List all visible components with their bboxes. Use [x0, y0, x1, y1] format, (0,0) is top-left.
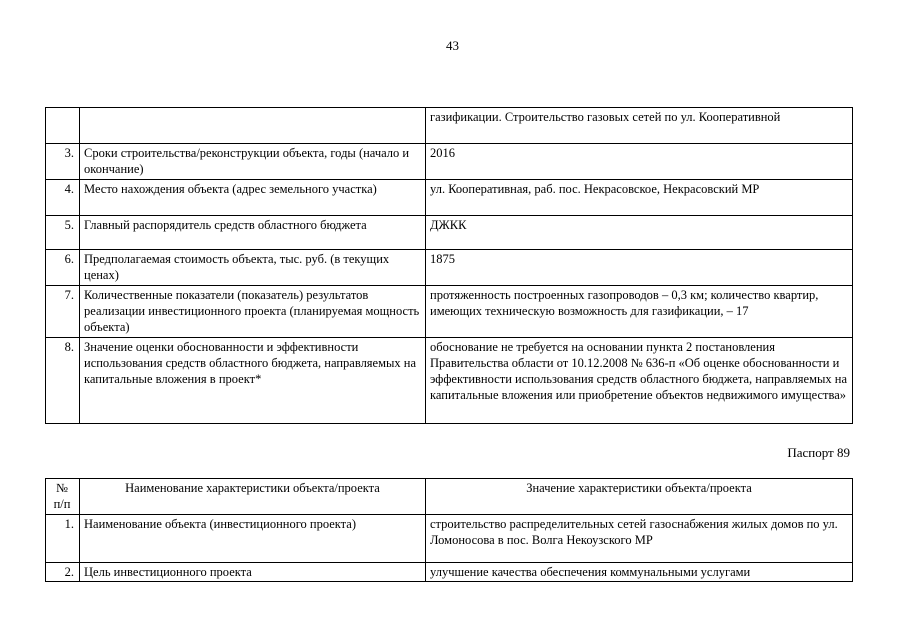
characteristic-name: [80, 108, 426, 144]
row-number: [46, 108, 80, 144]
characteristic-name: Наименование объекта (инвестиционного проекта): [80, 515, 426, 563]
characteristic-value: ДЖКК: [426, 216, 853, 250]
characteristic-value: протяженность построенных газопроводов – 0,3 км; количество квартир, имеющих техническую возможность для газификации, – 17: [426, 286, 853, 338]
row-number: 2.: [46, 563, 80, 582]
characteristic-name: Количественные показатели (показатель) результатов реализации инвестиционного проекта (планируемая мощность объекта): [80, 286, 426, 338]
table-row: [46, 144, 853, 180]
row-number: 8.: [46, 338, 80, 424]
page-number: 43: [446, 38, 459, 53]
row-number: 5.: [46, 216, 80, 250]
row-number: 7.: [46, 286, 80, 338]
row-number: 6.: [46, 250, 80, 286]
table-row: [46, 286, 853, 338]
row-number: 1.: [46, 515, 80, 563]
characteristic-name: Цель инвестиционного проекта: [80, 563, 426, 582]
table-row: [46, 216, 853, 250]
characteristic-name: Предполагаемая стоимость объекта, тыс. руб. (в текущих ценах): [80, 250, 426, 286]
characteristic-value: строительство распределительных сетей газоснабжения жилых домов по ул. Ломоносова в пос. Волга Некоузского МР: [426, 515, 853, 563]
header-name: Наименование характеристики объекта/проекта: [80, 479, 426, 515]
table-row: [46, 338, 853, 424]
table-row: [46, 563, 853, 582]
table-row: [46, 250, 853, 286]
table-row: [46, 108, 853, 144]
passport-continuation-table: [45, 107, 853, 424]
characteristic-name: Главный распорядитель средств областного бюджета: [80, 216, 426, 250]
passport-label: Паспорт 89: [787, 445, 850, 460]
passport-89-table: [45, 478, 853, 582]
characteristic-value: 2016: [426, 144, 853, 180]
characteristic-value: 1875: [426, 250, 853, 286]
table-row: [46, 180, 853, 216]
characteristic-value: улучшение качества обеспечения коммунальными услугами: [426, 563, 853, 582]
row-number: 3.: [46, 144, 80, 180]
characteristic-name: Место нахождения объекта (адрес земельного участка): [80, 180, 426, 216]
characteristic-value: газификации. Строительство газовых сетей по ул. Кооперативной: [426, 108, 853, 144]
row-number: 4.: [46, 180, 80, 216]
header-value: Значение характеристики объекта/проекта: [426, 479, 853, 515]
characteristic-value: обоснование не требуется на основании пункта 2 постановления Правительства области от 10.12.2008 № 636-п «Об оценке обоснованности и эффективности использования средств областного бюджета, направляемых на капитальные вложения или приобретение объектов недвижимого имущества»: [426, 338, 853, 424]
characteristic-name: Сроки строительства/реконструкции объекта, годы (начало и окончание): [80, 144, 426, 180]
table-header-row: [46, 479, 853, 515]
characteristic-name: Значение оценки обоснованности и эффективности использования средств областного бюджета, направляемых на капитальные вложения в проект*: [80, 338, 426, 424]
header-number: № п/п: [46, 479, 80, 515]
table-row: [46, 515, 853, 563]
characteristic-value: ул. Кооперативная, раб. пос. Некрасовское, Некрасовский МР: [426, 180, 853, 216]
